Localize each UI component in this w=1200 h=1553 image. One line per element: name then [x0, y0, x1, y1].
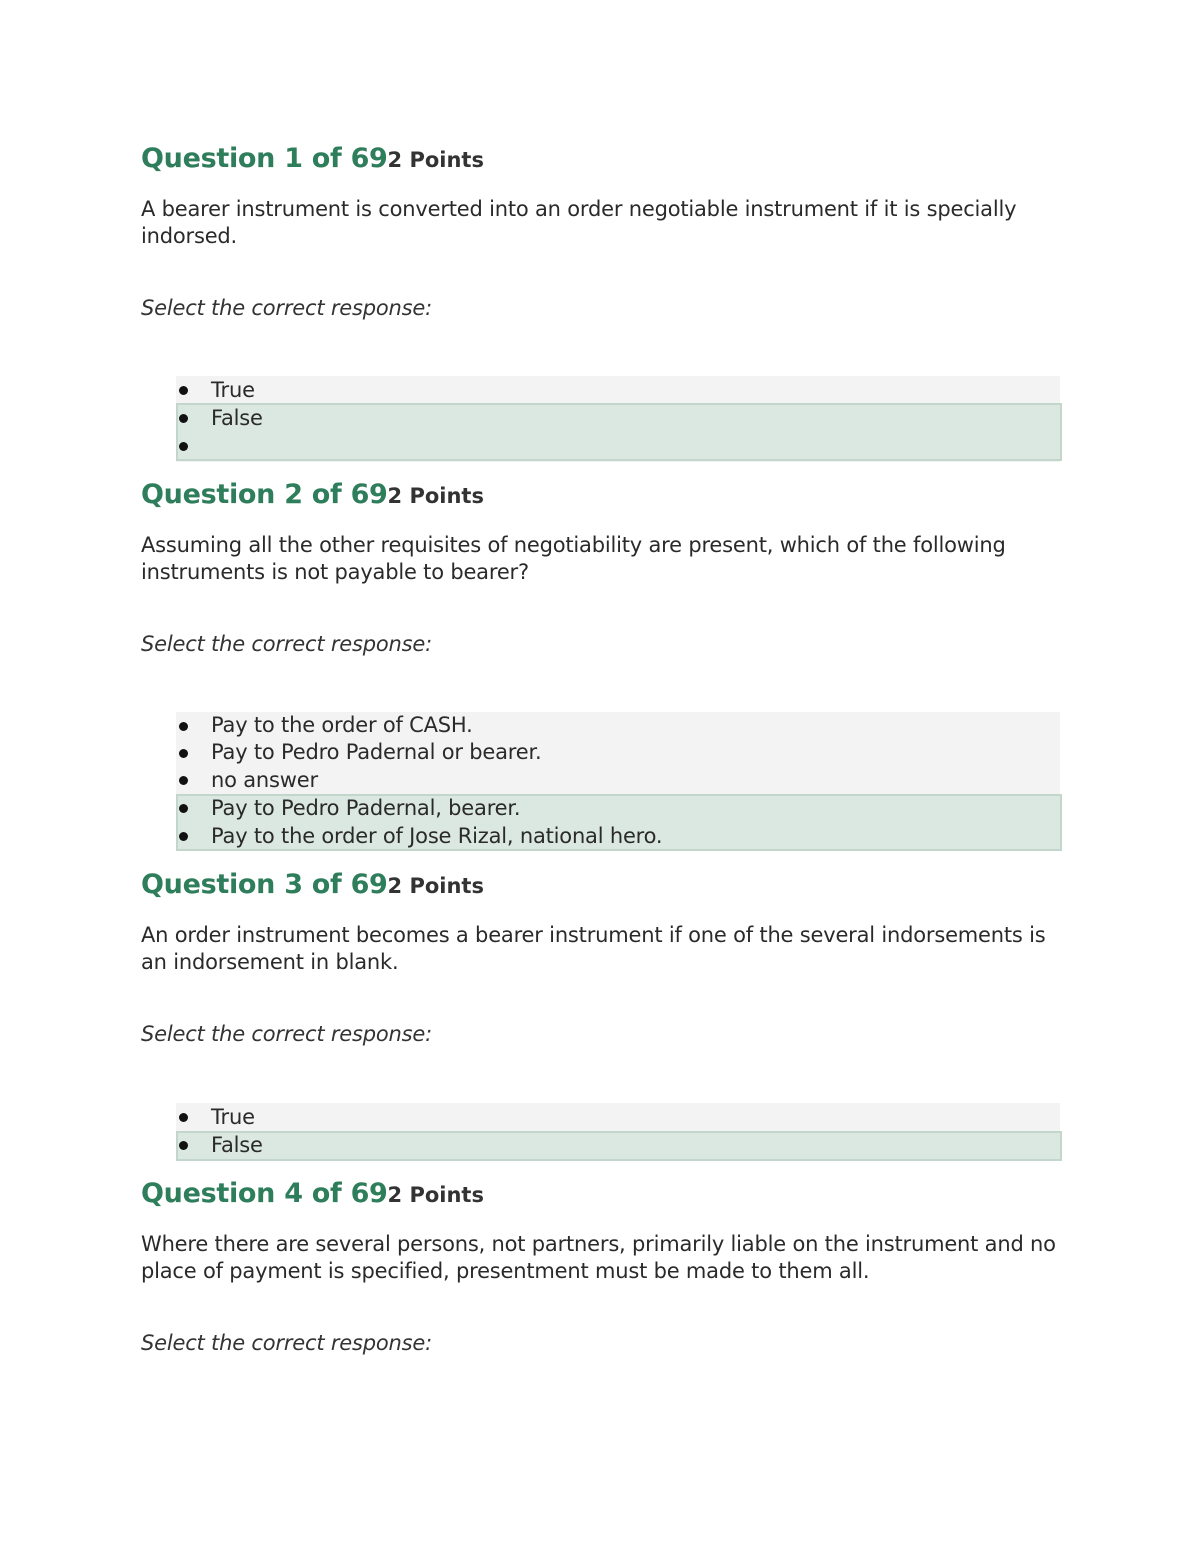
question-4-text: Where there are several persons, not partners, primarily liable on the instrument and no place of payment is specified, presentment must be made to them all.: [141, 1232, 1056, 1283]
bullet-icon: [179, 414, 188, 423]
bullet-icon: [179, 832, 188, 841]
question-1-text: A bearer instrument is converted into an order negotiable instrument if it is specially indorsed.: [141, 197, 1017, 248]
option-label: False: [211, 1133, 263, 1157]
question-3-text: An order instrument becomes a bearer instrument if one of the several indorsements is an indorsement in blank.: [141, 923, 1046, 974]
bullet-icon: [179, 1113, 188, 1122]
question-2-option-4[interactable]: [176, 794, 1060, 822]
question-3-title: Question 3 of 69: [141, 869, 388, 900]
question-2-text: Assuming all the other requisites of negotiability are present, which of the following instruments is not payable to bearer?: [141, 533, 1006, 584]
question-2-option-1[interactable]: [176, 712, 1060, 739]
bullet-icon: [179, 804, 188, 813]
option-label: Pay to Pedro Padernal, bearer.: [211, 796, 521, 820]
bullet-icon: [179, 776, 188, 785]
question-3-options: [176, 1103, 1060, 1161]
question-3-prompt: Select the correct response:: [141, 1022, 432, 1046]
question-4-title: Question 4 of 69: [141, 1178, 388, 1209]
question-4-header: [141, 1177, 1061, 1211]
question-1-option-1[interactable]: [176, 376, 1060, 404]
option-label: no answer: [211, 768, 318, 792]
option-label: True: [211, 378, 255, 402]
question-1-points: 2 Points: [387, 148, 484, 172]
question-2-option-5[interactable]: [176, 822, 1060, 850]
question-1-prompt: Select the correct response:: [141, 296, 432, 320]
question-2-points: 2 Points: [387, 484, 484, 508]
question-1-header: [141, 142, 1061, 176]
option-label: Pay to the order of CASH.: [211, 713, 473, 737]
question-1-title: Question 1 of 69: [141, 143, 388, 174]
question-2: [141, 478, 1061, 848]
option-label: Pay to Pedro Padernal or bearer.: [211, 740, 542, 764]
question-2-option-2[interactable]: [176, 739, 1060, 766]
question-3-points: 2 Points: [387, 874, 484, 898]
bullet-icon: [179, 1141, 188, 1150]
question-2-option-3[interactable]: [176, 766, 1060, 794]
question-4: [141, 1177, 1061, 1355]
question-2-title: Question 2 of 69: [141, 479, 388, 510]
question-1-option-3[interactable]: [176, 432, 1060, 460]
question-4-points: 2 Points: [387, 1183, 484, 1207]
question-3-header: [141, 868, 1061, 902]
option-label: False: [211, 406, 263, 430]
question-1-options: [176, 376, 1060, 462]
question-1-option-2[interactable]: [176, 404, 1060, 432]
bullet-icon: [179, 386, 188, 395]
question-2-options: [176, 712, 1060, 851]
question-3-option-1[interactable]: [176, 1103, 1060, 1131]
bullet-icon: [179, 749, 188, 758]
option-label: Pay to the order of Jose Rizal, national hero.: [211, 824, 663, 848]
option-label: True: [211, 1105, 255, 1129]
bullet-icon: [179, 442, 188, 451]
question-3: [141, 868, 1061, 1157]
question-1: [141, 142, 1061, 430]
bullet-icon: [179, 722, 188, 731]
question-2-prompt: Select the correct response:: [141, 632, 432, 656]
question-4-prompt: Select the correct response:: [141, 1331, 432, 1355]
question-2-header: [141, 478, 1061, 512]
question-3-option-2[interactable]: [176, 1131, 1060, 1159]
